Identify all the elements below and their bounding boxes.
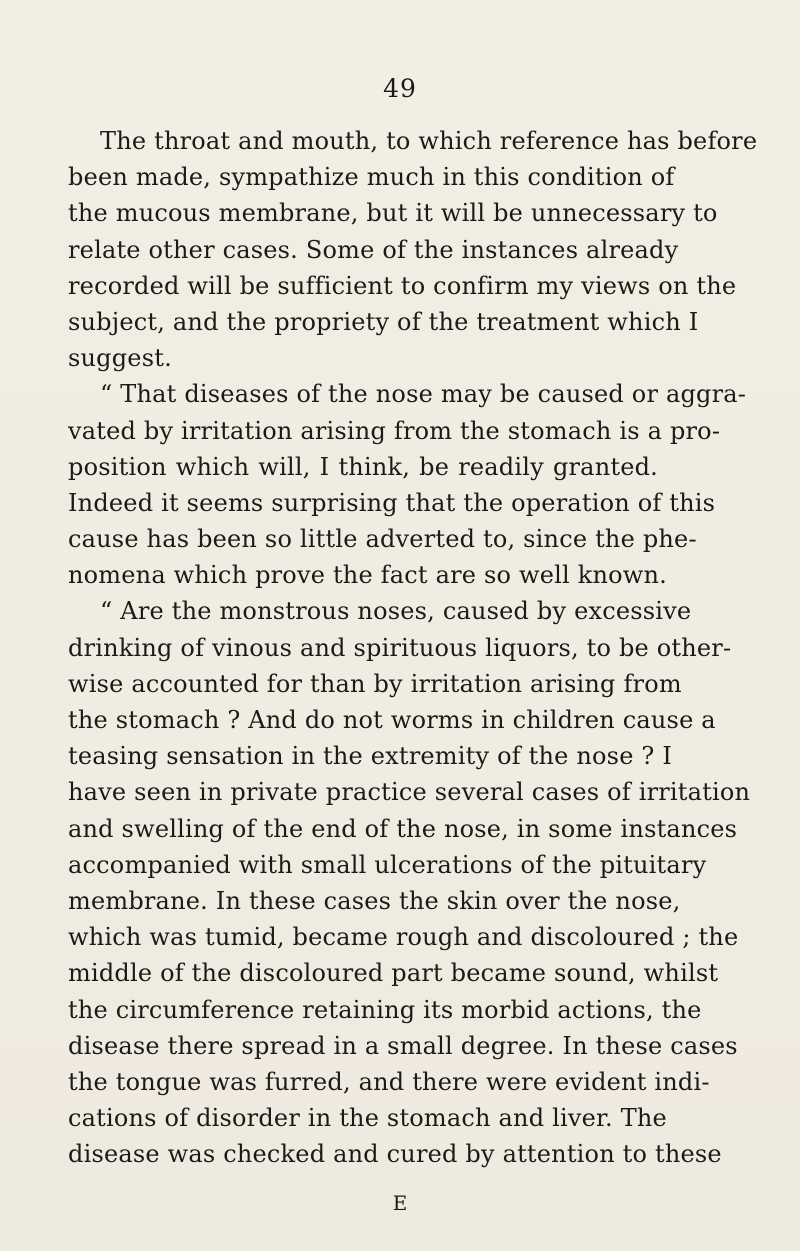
text-line: been made, sympathize much in this condition of (68, 163, 675, 192)
text-line: accompanied with small ulcerations of the pituitary (68, 850, 707, 879)
text-line: the circumference retaining its morbid actions, the (68, 995, 702, 1024)
text-line: cations of disorder in the stomach and liver. The (68, 1104, 667, 1133)
page-number: 49 (383, 74, 417, 103)
text-line: The throat and mouth, to which reference has before (100, 127, 758, 155)
text-line: the mucous membrane, but it will be unnecessary to (68, 199, 718, 228)
text-line: disease was checked and cured by attention to these (68, 1140, 722, 1169)
text-line: cause has been so little adverted to, since the phe- (68, 525, 697, 554)
text-line: position which will, I think, be readily granted. (68, 452, 658, 481)
text-line: “ That diseases of the nose may be caused or aggra- (100, 380, 747, 409)
text-line: recorded will be sufficient to confirm my views on the (68, 271, 737, 300)
text-line: and swelling of the end of the nose, in some instances (68, 814, 738, 843)
text-line: teasing sensation in the extremity of the nose ? I (68, 742, 672, 771)
text-line: disease there spread in a small degree. In these cases (68, 1031, 738, 1060)
text-line: Indeed it seems surprising that the operation of this (68, 488, 716, 517)
body-text (68, 123, 758, 1172)
text-line: nomena which prove the fact are so well known. (68, 561, 667, 590)
signature-mark: E (392, 1191, 408, 1215)
text-line: the stomach ? And do not worms in children cause a (68, 706, 716, 734)
text-line: suggest. (68, 344, 172, 373)
text-line: which was tumid, became rough and discoloured ; the (68, 923, 739, 952)
text-line: drinking of vinous and spirituous liquors, to be other- (68, 633, 732, 662)
text-line: have seen in private practice several cases of irritation (68, 778, 751, 807)
text-line: subject, and the propriety of the treatment which I (68, 307, 699, 336)
text-line: the tongue was furred, and there were evident indi- (68, 1067, 710, 1096)
text-line: membrane. In these cases the skin over the nose, (68, 886, 681, 915)
text-line: wise accounted for than by irritation arising from (68, 669, 682, 698)
text-line: “ Are the monstrous noses, caused by excessive (100, 597, 692, 626)
text-line: vated by irritation arising from the stomach is a pro- (68, 416, 721, 445)
text-line: relate other cases. Some of the instances already (68, 235, 679, 264)
text-line: middle of the discoloured part became sound, whilst (68, 959, 719, 988)
